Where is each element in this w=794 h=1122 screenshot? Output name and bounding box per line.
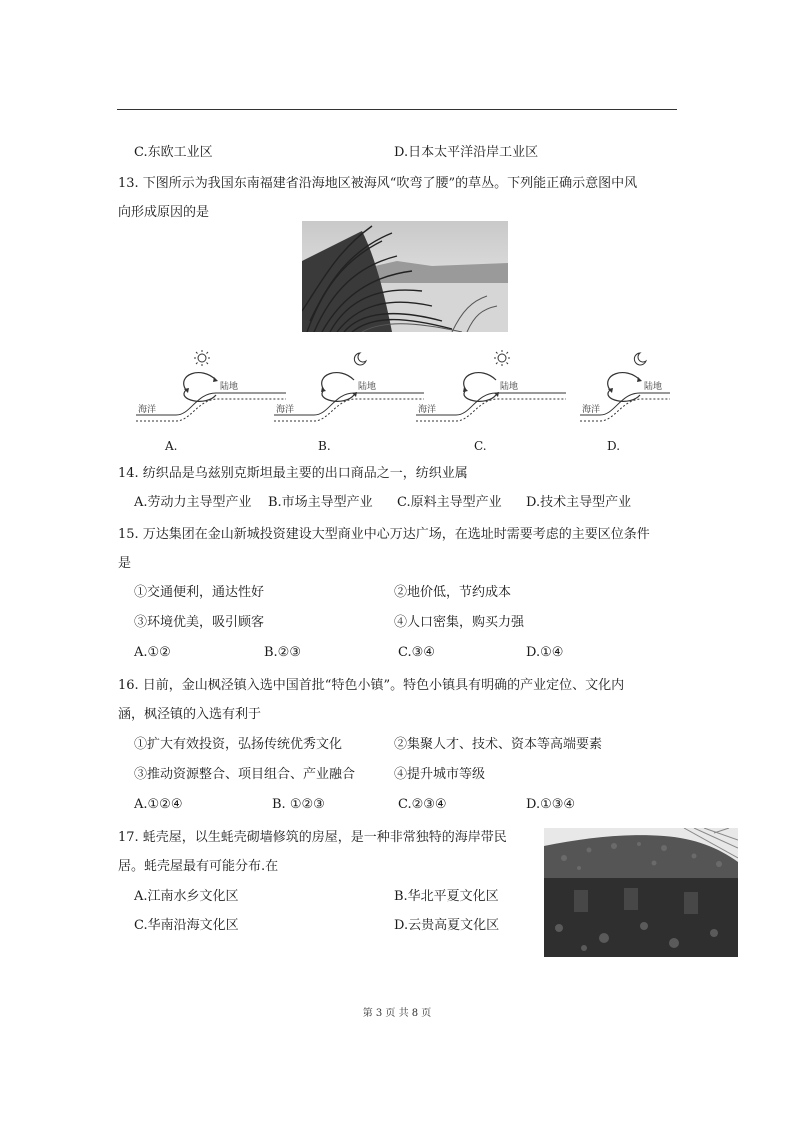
land-label: 陆地	[358, 382, 377, 392]
diagram-b	[274, 345, 424, 435]
land-label: 陆地	[500, 382, 519, 392]
diagram-a	[136, 345, 286, 435]
q16-option-c: C.②③④	[398, 797, 447, 812]
diagram-d-label: D.	[607, 439, 621, 453]
q15-option-b: B.②③	[264, 645, 301, 660]
moon-icon	[634, 353, 646, 365]
sun-icon	[494, 350, 510, 366]
land-label: 陆地	[220, 382, 239, 392]
header-rule	[117, 109, 677, 110]
q14-option-c: C.原料主导型产业	[397, 495, 502, 510]
diagram-c-label: C.	[474, 439, 487, 453]
q15-option-d: D.①④	[526, 645, 564, 660]
q16-stem-line2: 涵，枫泾镇的入选有利于	[118, 707, 262, 722]
sea-label: 海洋	[276, 405, 295, 415]
sea-label: 海洋	[582, 405, 601, 415]
q16-item-1: ①扩大有效投资，弘扬传统优秀文化	[134, 737, 343, 752]
q14-option-b: B.市场主导型产业	[268, 495, 373, 510]
q17-option-c: C.华南沿海文化区	[134, 918, 239, 933]
q13-stem-line2: 向形成原因的是	[118, 205, 210, 220]
q15-stem-line2: 是	[118, 556, 132, 571]
diagram-c	[416, 345, 566, 435]
q16-item-3: ③推动资源整合、项目组合、产业融合	[134, 767, 356, 782]
q14-option-d: D.技术主导型产业	[526, 495, 632, 510]
oyster-shell-house-photo	[544, 828, 738, 957]
q16-option-a: A.①②④	[134, 797, 183, 812]
sea-label: 海洋	[138, 405, 157, 415]
q17-option-b: B.华北平夏文化区	[394, 889, 499, 904]
q15-item-3: ③环境优美，吸引顾客	[134, 615, 265, 630]
q17-stem-line2: 居。蚝壳屋最有可能分布.在	[118, 859, 279, 874]
q16-stem-line1: 16. 日前，金山枫泾镇入选中国首批“特色小镇”。特色小镇具有明确的产业定位、文化内	[118, 678, 625, 693]
q15-item-2: ②地价低，节约成本	[394, 585, 512, 600]
page-footer: 第 3 页 共 8 页	[362, 1008, 432, 1019]
moon-icon	[354, 353, 366, 365]
sun-icon	[194, 350, 210, 366]
q16-option-d: D.①③④	[526, 797, 576, 812]
q15-stem-line1: 15. 万达集团在金山新城投资建设大型商业中心万达广场，在选址时需要考虑的主要区位条件	[118, 527, 650, 542]
q12-option-c: C.东欧工业区	[134, 145, 213, 160]
q17-stem-line1: 17. 蚝壳屋，以生蚝壳砌墙修筑的房屋，是一种非常独特的海岸带民	[118, 830, 507, 845]
q16-item-2: ②集聚人才、技术、资本等高端要素	[394, 737, 603, 752]
q16-item-4: ④提升城市等级	[394, 767, 486, 782]
q13-stem-line1: 13. 下图所示为我国东南福建省沿海地区被海风“吹弯了腰”的草丛。下列能正确示意图中风	[118, 176, 638, 191]
diagram-d	[580, 345, 730, 435]
q17-option-d: D.云贵高夏文化区	[394, 918, 500, 933]
q12-option-d: D.日本太平洋沿岸工业区	[394, 145, 539, 160]
q15-option-a: A.①②	[134, 645, 171, 660]
q15-option-c: C.③④	[398, 645, 435, 660]
grass-photo	[302, 221, 508, 332]
q14-option-a: A.劳动力主导型产业	[134, 495, 252, 510]
diagram-b-label: B.	[318, 439, 331, 453]
q15-item-1: ①交通便利，通达性好	[134, 585, 265, 600]
q17-option-a: A.江南水乡文化区	[134, 889, 239, 904]
sea-label: 海洋	[418, 405, 437, 415]
land-label: 陆地	[644, 382, 663, 392]
diagram-a-label: A.	[165, 439, 178, 453]
q14-stem: 14. 纺织品是乌兹别克斯坦最主要的出口商品之一，纺织业属	[118, 466, 468, 481]
q15-item-4: ④人口密集，购买力强	[394, 615, 525, 630]
q16-option-b: B. ①②③	[272, 797, 325, 812]
